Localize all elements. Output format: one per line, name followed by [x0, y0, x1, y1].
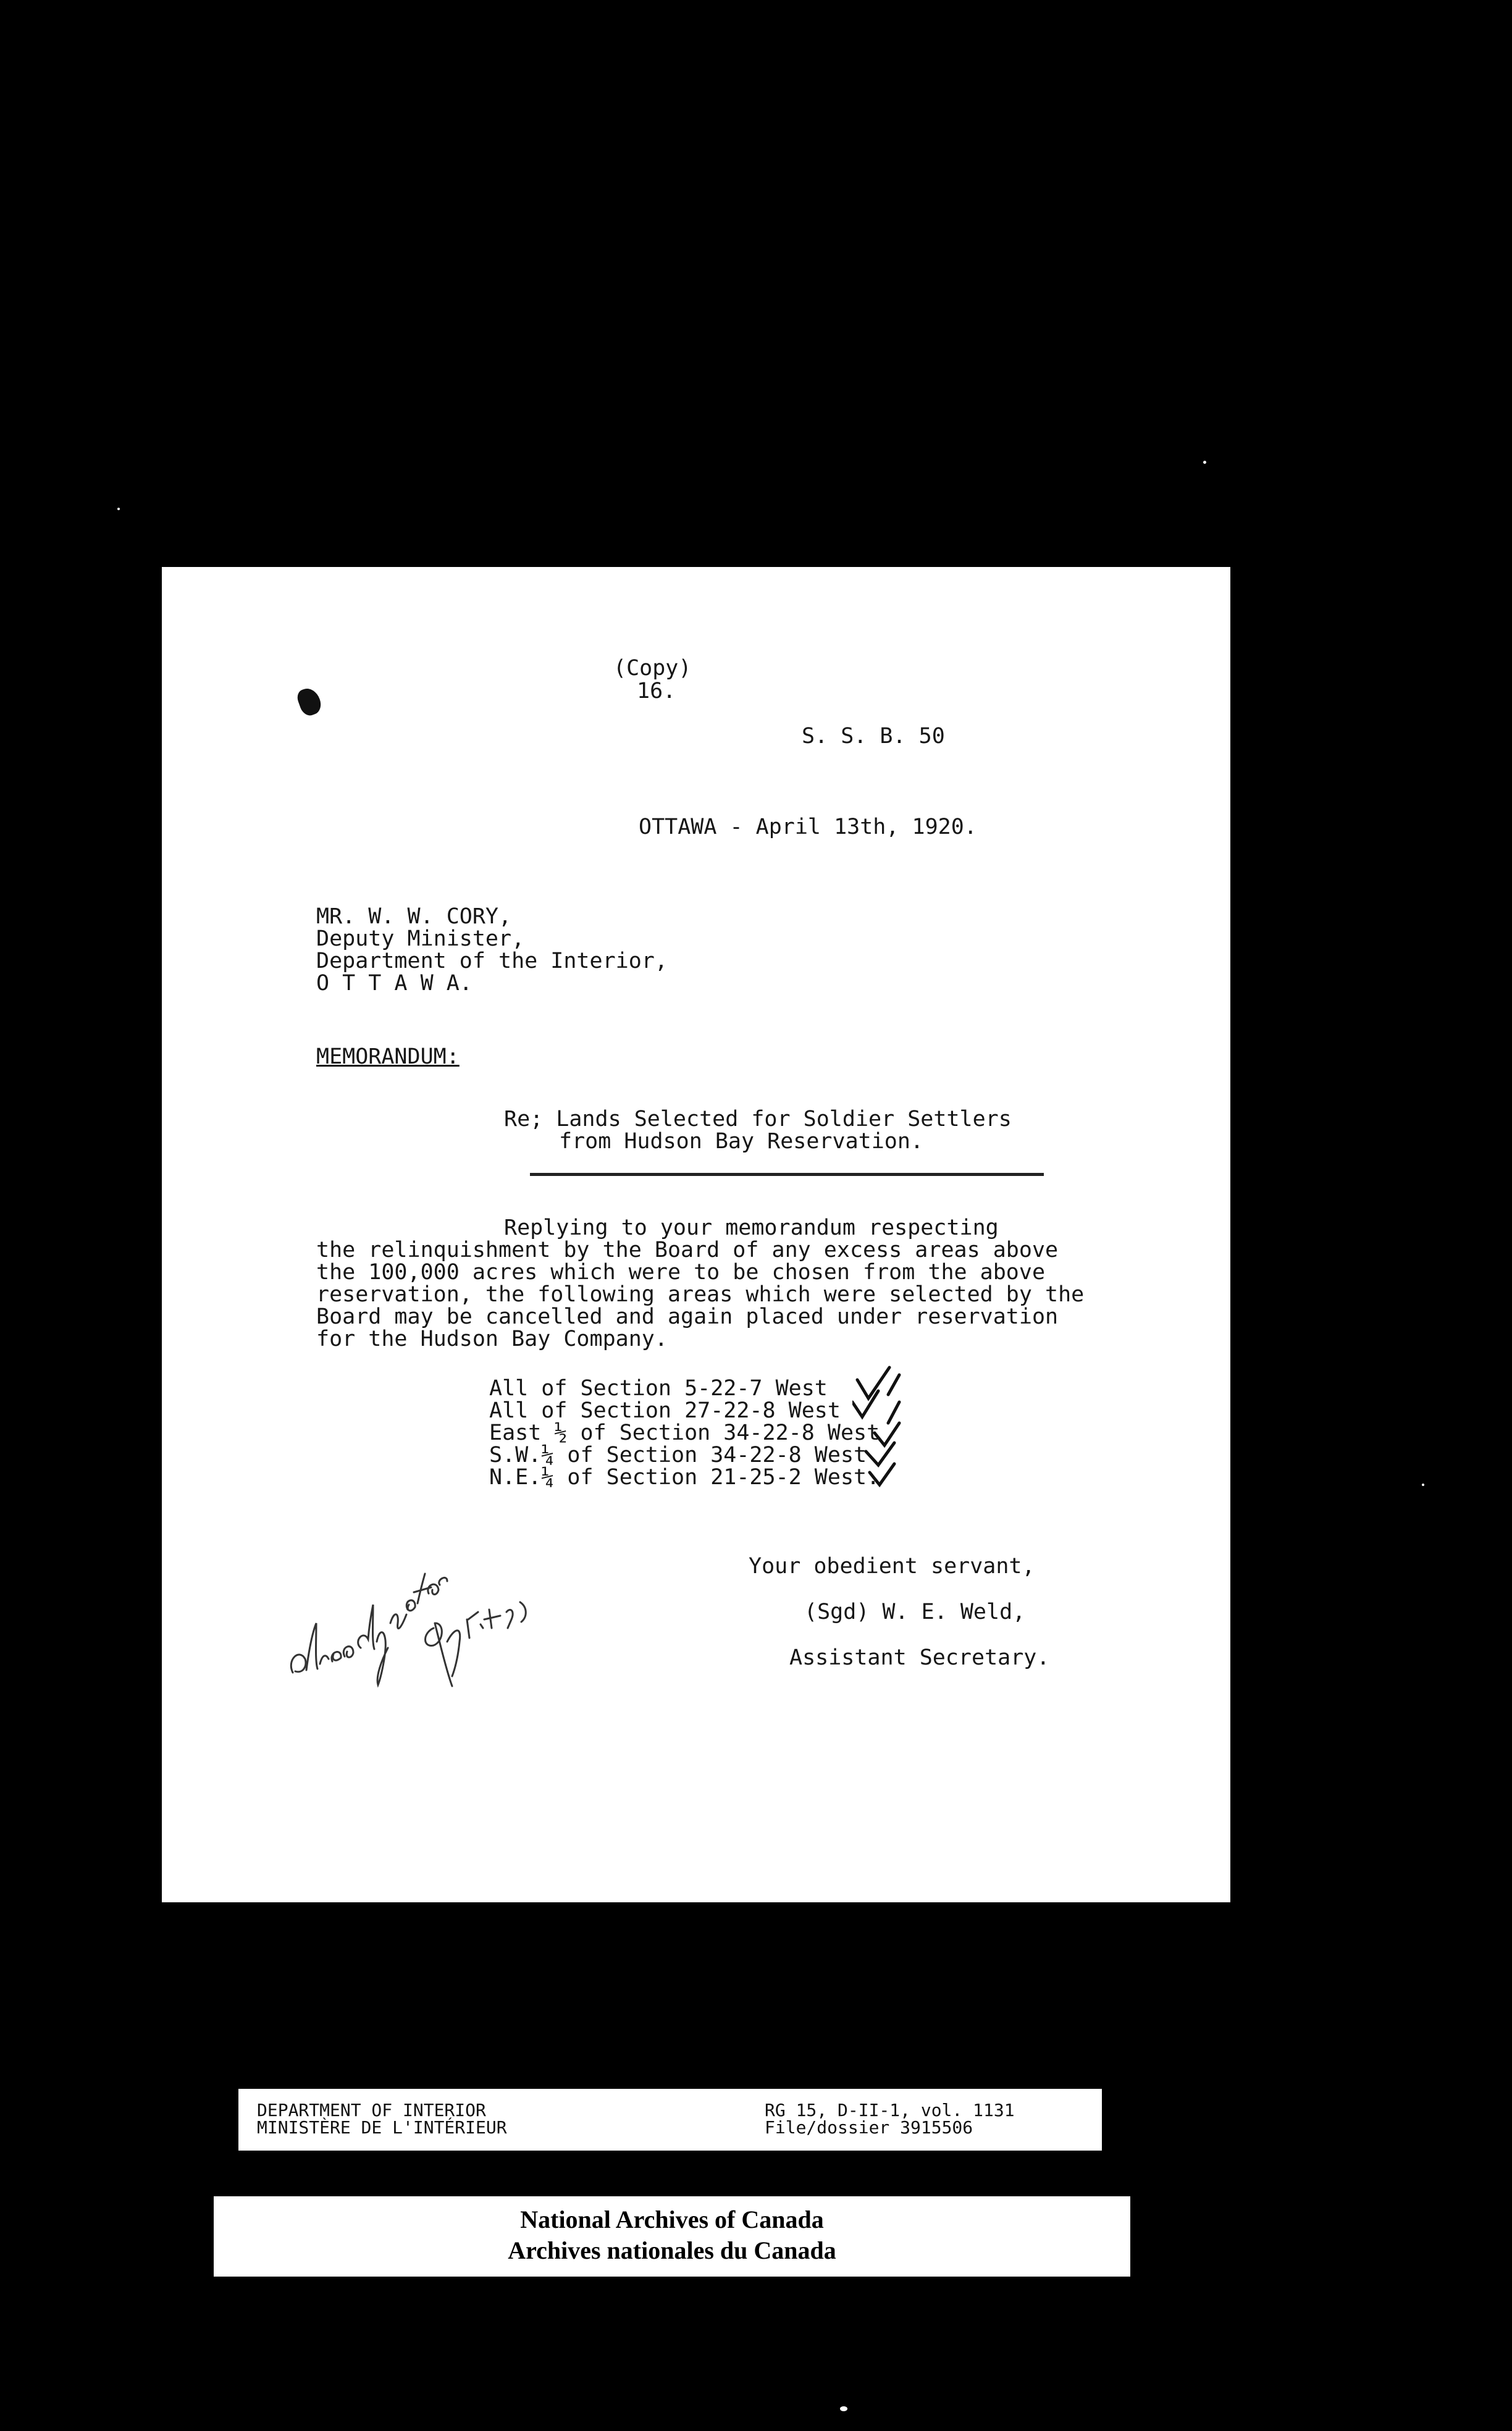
addressee-line: O T T A W A. — [316, 971, 472, 996]
land-item: All of Section 5-22-7 West — [489, 1376, 828, 1401]
film-speck — [840, 2406, 847, 2411]
memorandum-heading: MEMORANDUM: — [316, 1044, 460, 1069]
signature: (Sgd) W. E. Weld, — [804, 1600, 1026, 1624]
subject-line: Re; Lands Selected for Soldier Settlers — [504, 1107, 1012, 1132]
body-line: the 100,000 acres which were to be chosen from the above — [316, 1260, 1046, 1285]
subject-line: from Hudson Bay Reservation. — [559, 1129, 924, 1154]
copy-number: 16. — [637, 679, 676, 703]
body-line: for the Hudson Bay Company. — [316, 1327, 668, 1351]
closing: Your obedient servant, — [749, 1554, 1035, 1579]
land-item: East ½ of Section 34-22-8 West — [489, 1421, 880, 1445]
archive-name-en: National Archives of Canada — [520, 2206, 824, 2233]
land-item: N.E.¼ of Section 21-25-2 West. — [489, 1465, 880, 1490]
land-item: All of Section 27-22-8 West — [489, 1398, 841, 1423]
copy-label: (Copy) — [613, 656, 692, 681]
body-line: the relinquishment by the Board of any excess areas above — [316, 1238, 1059, 1262]
archive-name-fr: Archives nationales du Canada — [508, 2236, 836, 2264]
film-speck — [117, 508, 120, 510]
stamp-record-group: RG 15, D-II-1, vol. 1131 — [765, 2100, 1015, 2120]
stamp-department-en: DEPARTMENT OF INTERIOR — [257, 2100, 486, 2120]
check-mark-icon — [852, 1364, 957, 1500]
body-line: Board may be cancelled and again placed under reservation — [316, 1304, 1059, 1329]
body-line: Replying to your memorandum respecting — [504, 1216, 999, 1240]
stamp-file-number: File/dossier 3915506 — [765, 2117, 973, 2138]
archive-label — [214, 2196, 1130, 2277]
signer-title: Assistant Secretary. — [789, 1645, 1050, 1670]
film-speck — [1203, 461, 1206, 464]
letter-page — [162, 567, 1230, 1902]
addressee-line: MR. W. W. CORY, — [316, 904, 512, 929]
film-speck — [1422, 1484, 1424, 1486]
addressee-line: Department of the Interior, — [316, 949, 668, 973]
addressee-line: Deputy Minister, — [316, 926, 525, 951]
file-reference: S. S. B. 50 — [802, 724, 945, 749]
dateline: OTTAWA - April 13th, 1920. — [639, 815, 977, 839]
subject-underline — [530, 1173, 1044, 1176]
handwritten-note — [285, 1555, 545, 1691]
ink-blot — [295, 686, 324, 718]
body-line: reservation, the following areas which were selected by the — [316, 1282, 1085, 1307]
stamp-department-fr: MINISTÈRE DE L'INTÉRIEUR — [257, 2117, 507, 2138]
land-item: S.W.¼ of Section 34-22-8 West — [489, 1443, 867, 1467]
department-stamp — [238, 2089, 1102, 2151]
